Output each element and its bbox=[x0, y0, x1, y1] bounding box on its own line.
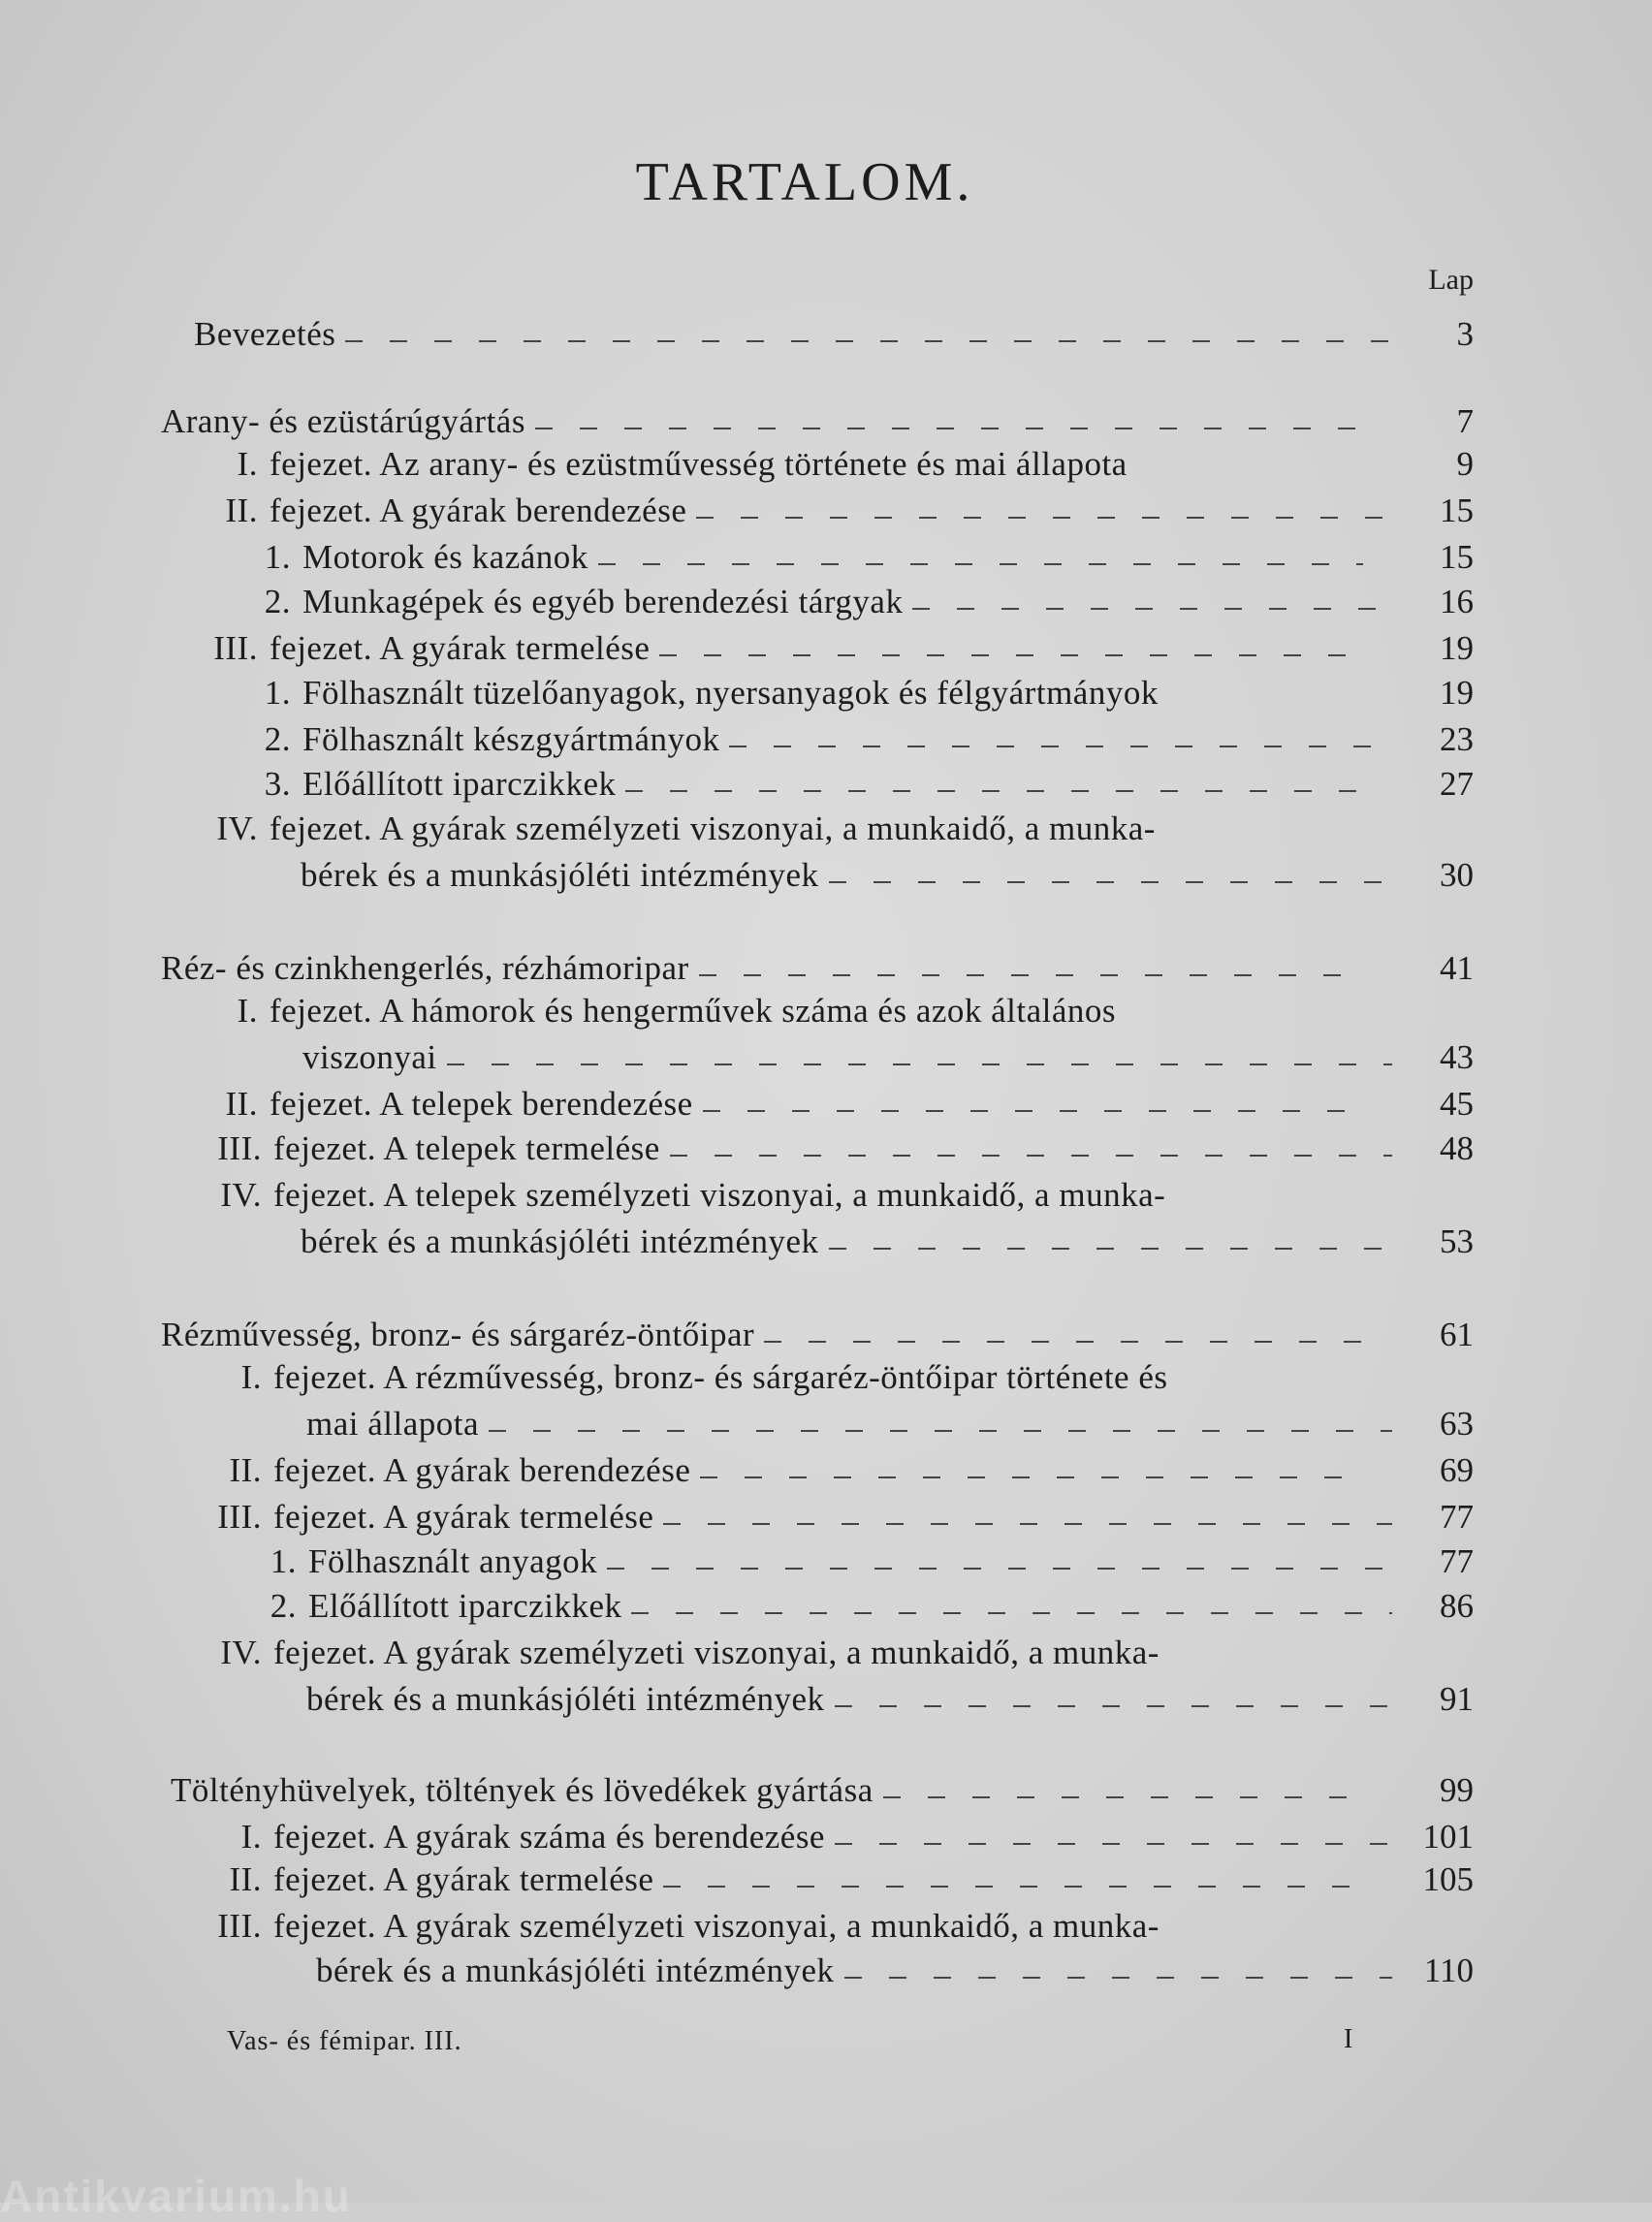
toc-entry-number: I. bbox=[240, 1358, 262, 1396]
toc-entry-number: I. bbox=[237, 992, 258, 1030]
dotted-leader bbox=[625, 788, 1363, 794]
toc-entry-number: 1. bbox=[264, 538, 291, 576]
toc-entry-title: Előállított iparczikkek bbox=[302, 765, 617, 803]
toc-entry-page: 61 bbox=[1440, 1316, 1474, 1353]
toc-entry-title: fejezet. A gyárak személyzeti viszonyai, a munkaidő, a munka- bbox=[270, 809, 1156, 847]
toc-entry bbox=[0, 807, 1652, 851]
toc-entry-title: mai állapota bbox=[306, 1405, 480, 1443]
dotted-leader bbox=[345, 338, 1392, 344]
toc-entry-number: 2. bbox=[270, 1587, 297, 1625]
footer-book-title: Vas- és fémipar. III. bbox=[227, 2026, 462, 2056]
toc-entry-number: 2. bbox=[264, 720, 291, 758]
dotted-leader bbox=[835, 1841, 1392, 1847]
toc-entry-title: fejezet. A gyárak berendezése bbox=[273, 1451, 691, 1489]
toc-entry bbox=[0, 1677, 1652, 1722]
toc-entry-title: Előállított iparczikkek bbox=[308, 1587, 622, 1625]
toc-entry-title: fejezet. A gyárak termelése bbox=[273, 1860, 654, 1898]
dotted-leader bbox=[700, 1475, 1363, 1480]
toc-entry bbox=[0, 1313, 1652, 1357]
toc-entry-page: 19 bbox=[1440, 674, 1474, 712]
toc-entry-page: 16 bbox=[1440, 583, 1474, 620]
toc-entry-number: II. bbox=[229, 1451, 262, 1489]
toc-entry-title: Motorok és kazánok bbox=[302, 538, 588, 576]
toc-entry-page: 19 bbox=[1440, 629, 1474, 667]
toc-entry-page: 30 bbox=[1440, 856, 1474, 894]
toc-entry-number: II. bbox=[225, 1085, 258, 1123]
toc-entry bbox=[0, 489, 1652, 533]
toc-entry bbox=[0, 1220, 1652, 1264]
toc-entry-title: fejezet. A telepek berendezése bbox=[270, 1085, 693, 1123]
dotted-leader bbox=[607, 1566, 1392, 1571]
footer-signature-mark: I bbox=[1344, 2024, 1353, 2054]
toc-entry-number: 2. bbox=[264, 583, 291, 620]
dotted-leader bbox=[659, 652, 1363, 658]
toc-entry bbox=[0, 1127, 1652, 1171]
dotted-leader bbox=[703, 1108, 1363, 1114]
dotted-leader bbox=[829, 1246, 1392, 1252]
page-column-label: Lap bbox=[1428, 264, 1474, 296]
toc-entry bbox=[0, 1904, 1652, 1949]
toc-entry-page: 3 bbox=[1456, 315, 1474, 353]
toc-entry-page: 15 bbox=[1440, 538, 1474, 576]
toc-entry-title: fejezet. A gyárak berendezése bbox=[270, 492, 687, 529]
toc-entry-title: fejezet. A gyárak termelése bbox=[273, 1498, 654, 1536]
dotted-leader bbox=[663, 1884, 1363, 1889]
toc-entry bbox=[0, 1949, 1652, 1993]
toc-entry-title: Töltényhüvelyek, töltények és lövedékek gyártása bbox=[171, 1771, 874, 1809]
dotted-leader bbox=[489, 1428, 1392, 1434]
toc-entry bbox=[0, 312, 1652, 357]
toc-entry bbox=[0, 946, 1652, 991]
toc-entry-number: I. bbox=[237, 445, 258, 483]
dotted-leader bbox=[764, 1339, 1363, 1345]
toc-entry-title: bérek és a munkásjóléti intézmények bbox=[306, 1680, 825, 1718]
toc-entry-number: II. bbox=[229, 1860, 262, 1898]
toc-entry-page: 45 bbox=[1440, 1085, 1474, 1123]
toc-entry bbox=[0, 399, 1652, 444]
toc-entry bbox=[0, 1173, 1652, 1218]
dotted-leader bbox=[883, 1794, 1363, 1800]
dotted-leader bbox=[447, 1062, 1392, 1067]
toc-entry bbox=[0, 1402, 1652, 1446]
toc-entry-title: fejezet. A gyárak személyzeti viszonyai, a munkaidő, a munka- bbox=[273, 1634, 1160, 1671]
toc-entry bbox=[0, 717, 1652, 762]
toc-entry bbox=[0, 762, 1652, 807]
toc-entry-title: bérek és a munkásjóléti intézmények bbox=[301, 1222, 819, 1260]
dotted-leader bbox=[535, 426, 1363, 431]
toc-entry bbox=[0, 1815, 1652, 1859]
toc-entry-number: III. bbox=[217, 1498, 262, 1536]
dotted-leader bbox=[844, 1975, 1392, 1981]
dotted-leader bbox=[912, 606, 1392, 612]
toc-entry-page: 63 bbox=[1440, 1405, 1474, 1443]
toc-entry-title: fejezet. A gyárak száma és berendezése bbox=[273, 1818, 825, 1856]
toc-entry bbox=[0, 1768, 1652, 1813]
toc-entry bbox=[0, 1540, 1652, 1584]
toc-entry-title: viszonyai bbox=[302, 1038, 437, 1076]
toc-entry bbox=[0, 535, 1652, 580]
toc-entry-number: III. bbox=[213, 629, 258, 667]
toc-entry bbox=[0, 626, 1652, 671]
toc-entry-number: 1. bbox=[270, 1542, 297, 1580]
toc-entry-page: 23 bbox=[1440, 720, 1474, 758]
dotted-leader bbox=[699, 972, 1363, 978]
toc-entry bbox=[0, 989, 1652, 1033]
toc-entry-page: 7 bbox=[1456, 402, 1474, 440]
toc-entry-page: 27 bbox=[1440, 765, 1474, 803]
dotted-leader bbox=[631, 1610, 1392, 1616]
toc-entry-page: 99 bbox=[1440, 1771, 1474, 1809]
toc-entry-page: 43 bbox=[1440, 1038, 1474, 1076]
dotted-leader bbox=[729, 744, 1392, 749]
dotted-leader bbox=[835, 1703, 1392, 1709]
toc-entry-page: 9 bbox=[1456, 445, 1474, 483]
toc-entry-page: 48 bbox=[1440, 1129, 1474, 1167]
dotted-leader bbox=[829, 879, 1392, 885]
toc-entry-number: I. bbox=[240, 1818, 262, 1856]
toc-entry-page: 110 bbox=[1423, 1952, 1474, 1989]
toc-entry-page: 15 bbox=[1440, 492, 1474, 529]
toc-entry bbox=[0, 442, 1652, 487]
toc-entry-page: 91 bbox=[1440, 1680, 1474, 1718]
toc-entry bbox=[0, 1631, 1652, 1675]
toc-entry-page: 86 bbox=[1440, 1587, 1474, 1625]
toc-entry-title: Rézművesség, bronz- és sárgaréz-öntőipar bbox=[161, 1316, 755, 1353]
toc-entry bbox=[0, 1495, 1652, 1540]
toc-entry-title: Réz- és czinkhengerlés, rézhámoripar bbox=[161, 949, 689, 987]
dotted-leader bbox=[696, 515, 1392, 521]
page-title: TARTALOM. bbox=[635, 151, 974, 212]
toc-entry-title: fejezet. Az arany- és ezüstművesség története és mai állapota bbox=[270, 445, 1128, 483]
toc-entry-number: III. bbox=[217, 1907, 262, 1945]
dotted-leader bbox=[663, 1521, 1392, 1527]
toc-entry-number: IV. bbox=[220, 1176, 262, 1214]
toc-entry bbox=[0, 1035, 1652, 1080]
toc-entry-page: 53 bbox=[1440, 1222, 1474, 1260]
toc-entry-number: IV. bbox=[220, 1634, 262, 1671]
toc-entry-title: Fölhasznált tüzelőanyagok, nyersanyagok és félgyártmányok bbox=[302, 674, 1159, 712]
toc-entry bbox=[0, 853, 1652, 898]
toc-entry-title: Bevezetés bbox=[194, 315, 336, 353]
toc-entry-page: 101 bbox=[1422, 1818, 1474, 1856]
toc-entry-title: fejezet. A gyárak termelése bbox=[270, 629, 651, 667]
toc-entry-title: fejezet. A hámorok és hengerművek száma és azok általános bbox=[270, 992, 1117, 1030]
toc-entry-title: fejezet. A telepek termelése bbox=[273, 1129, 660, 1167]
toc-entry-page: 69 bbox=[1440, 1451, 1474, 1489]
toc-entry-title: Munkagépek és egyéb berendezési tárgyak bbox=[302, 583, 904, 620]
toc-entry-page: 41 bbox=[1440, 949, 1474, 987]
toc-entry bbox=[0, 580, 1652, 624]
toc-entry bbox=[0, 671, 1652, 715]
dotted-leader bbox=[598, 561, 1363, 567]
toc-entry bbox=[0, 1355, 1652, 1400]
toc-entry-page: 77 bbox=[1440, 1542, 1474, 1580]
toc-entry-number: II. bbox=[225, 492, 258, 529]
toc-entry-number: III. bbox=[217, 1129, 262, 1167]
toc-entry-title: Arany- és ezüstárúgyártás bbox=[161, 402, 525, 440]
toc-entry-title: fejezet. A telepek személyzeti viszonyai, a munkaidő, a munka- bbox=[273, 1176, 1166, 1214]
toc-entry-title: Fölhasznált anyagok bbox=[308, 1542, 598, 1580]
watermark: Antikvarium.hu bbox=[0, 2171, 352, 2221]
toc-entry-page: 105 bbox=[1422, 1860, 1474, 1898]
toc-entry-title: fejezet. A gyárak személyzeti viszonyai, a munkaidő, a munka- bbox=[273, 1907, 1160, 1945]
toc-entry-number: IV. bbox=[216, 809, 258, 847]
toc-entry-number: 1. bbox=[264, 674, 291, 712]
toc-entry-title: bérek és a munkásjóléti intézmények bbox=[316, 1952, 835, 1989]
toc-entry-title: bérek és a munkásjóléti intézmények bbox=[301, 856, 819, 894]
toc-entry-title: Fölhasznált készgyártmányok bbox=[302, 720, 720, 758]
dotted-leader bbox=[670, 1153, 1392, 1159]
toc-entry bbox=[0, 1857, 1652, 1902]
toc-entry-number: 3. bbox=[264, 765, 291, 803]
toc-entry bbox=[0, 1448, 1652, 1493]
toc-entry bbox=[0, 1082, 1652, 1127]
toc-entry bbox=[0, 1584, 1652, 1629]
toc-entry-page: 77 bbox=[1440, 1498, 1474, 1536]
toc-entry-title: fejezet. A rézművesség, bronz- és sárgaréz-öntőipar története és bbox=[273, 1358, 1168, 1396]
